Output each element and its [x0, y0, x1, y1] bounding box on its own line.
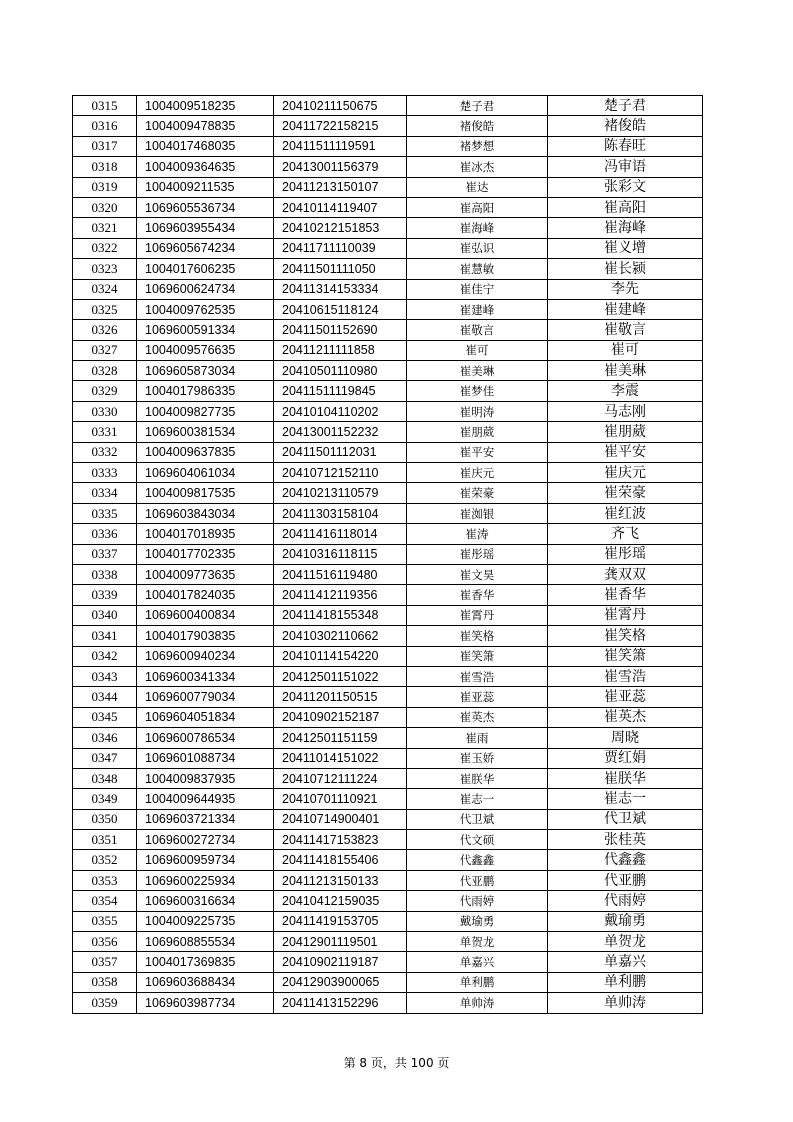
- code-a-cell: 1069600591334: [137, 320, 274, 340]
- name-cell: 褚俊皓: [407, 116, 548, 136]
- name-alt-cell: 崔香华: [548, 585, 703, 605]
- code-b-cell: 20412501151159: [274, 728, 407, 748]
- seq-cell: 0338: [73, 564, 137, 584]
- table-row: [73, 646, 703, 666]
- code-a-cell: 1069601088734: [137, 748, 274, 768]
- name-alt-cell: 龚双双: [548, 564, 703, 584]
- table-row: [73, 259, 703, 279]
- code-a-cell: 1004009576635: [137, 340, 274, 360]
- seq-cell: 0330: [73, 401, 137, 421]
- seq-cell: 0341: [73, 626, 137, 646]
- code-a-cell: 1069605536734: [137, 197, 274, 217]
- name-cell: 崔庆元: [407, 463, 548, 483]
- name-alt-cell: 代鑫鑫: [548, 850, 703, 870]
- name-cell: 崔慧敏: [407, 259, 548, 279]
- code-b-cell: 20410712152110: [274, 463, 407, 483]
- code-a-cell: 1069603688434: [137, 972, 274, 992]
- name-alt-cell: 李先: [548, 279, 703, 299]
- code-b-cell: 20411213150107: [274, 177, 407, 197]
- name-cell: 崔笑格: [407, 626, 548, 646]
- code-b-cell: 20410114154220: [274, 646, 407, 666]
- seq-cell: 0347: [73, 748, 137, 768]
- table-row: [73, 361, 703, 381]
- code-a-cell: 1004009817535: [137, 483, 274, 503]
- name-cell: 单帅涛: [407, 993, 548, 1013]
- name-alt-cell: 崔朋葳: [548, 422, 703, 442]
- seq-cell: 0358: [73, 972, 137, 992]
- seq-cell: 0356: [73, 932, 137, 952]
- name-alt-cell: 崔海峰: [548, 218, 703, 238]
- seq-cell: 0343: [73, 666, 137, 686]
- seq-cell: 0317: [73, 136, 137, 156]
- table-row: [73, 911, 703, 931]
- table-row: [73, 789, 703, 809]
- seq-cell: 0345: [73, 707, 137, 727]
- name-alt-cell: 周晓: [548, 728, 703, 748]
- code-a-cell: 1004009364635: [137, 157, 274, 177]
- code-a-cell: 1069600624734: [137, 279, 274, 299]
- name-alt-cell: 崔红波: [548, 503, 703, 523]
- table-row: [73, 320, 703, 340]
- code-b-cell: 20410701110921: [274, 789, 407, 809]
- name-alt-cell: 张彩文: [548, 177, 703, 197]
- code-b-cell: 20413001152232: [274, 422, 407, 442]
- seq-cell: 0336: [73, 524, 137, 544]
- code-b-cell: 20410212151853: [274, 218, 407, 238]
- name-cell: 崔霄丹: [407, 605, 548, 625]
- name-cell: 崔荣豪: [407, 483, 548, 503]
- name-alt-cell: 崔长颍: [548, 259, 703, 279]
- table-row: [73, 972, 703, 992]
- name-alt-cell: 单帅涛: [548, 993, 703, 1013]
- code-b-cell: 20410712111224: [274, 768, 407, 788]
- name-cell: 褚梦想: [407, 136, 548, 156]
- code-b-cell: 20410714900401: [274, 809, 407, 829]
- name-alt-cell: 代雨婷: [548, 891, 703, 911]
- code-a-cell: 1004009211535: [137, 177, 274, 197]
- name-alt-cell: 贾红娟: [548, 748, 703, 768]
- code-b-cell: 20410211150675: [274, 96, 407, 116]
- code-b-cell: 20411201150515: [274, 687, 407, 707]
- table-row: [73, 136, 703, 156]
- name-cell: 崔英杰: [407, 707, 548, 727]
- seq-cell: 0316: [73, 116, 137, 136]
- code-a-cell: 1069600341334: [137, 666, 274, 686]
- table-row: [73, 422, 703, 442]
- code-a-cell: 1004017903835: [137, 626, 274, 646]
- seq-cell: 0337: [73, 544, 137, 564]
- name-alt-cell: 楚子君: [548, 96, 703, 116]
- name-alt-cell: 崔建峰: [548, 299, 703, 319]
- table-row: [73, 544, 703, 564]
- code-a-cell: 1069600959734: [137, 850, 274, 870]
- code-a-cell: 1004009773635: [137, 564, 274, 584]
- seq-cell: 0315: [73, 96, 137, 116]
- name-alt-cell: 代卫斌: [548, 809, 703, 829]
- name-cell: 崔彤瑶: [407, 544, 548, 564]
- seq-cell: 0318: [73, 157, 137, 177]
- table-row: [73, 768, 703, 788]
- code-a-cell: 1004009637835: [137, 442, 274, 462]
- seq-cell: 0340: [73, 605, 137, 625]
- name-cell: 代卫斌: [407, 809, 548, 829]
- table-row: [73, 503, 703, 523]
- code-a-cell: 1069600272734: [137, 830, 274, 850]
- name-alt-cell: 崔笑格: [548, 626, 703, 646]
- code-b-cell: 20411014151022: [274, 748, 407, 768]
- table-row: [73, 952, 703, 972]
- code-a-cell: 1069600225934: [137, 870, 274, 890]
- code-a-cell: 1004009518235: [137, 96, 274, 116]
- code-a-cell: 1004017468035: [137, 136, 274, 156]
- table-row: [73, 116, 703, 136]
- seq-cell: 0332: [73, 442, 137, 462]
- name-cell: 崔玉娇: [407, 748, 548, 768]
- name-alt-cell: 崔笑箫: [548, 646, 703, 666]
- name-alt-cell: 崔可: [548, 340, 703, 360]
- name-cell: 崔文昊: [407, 564, 548, 584]
- code-a-cell: 1069603843034: [137, 503, 274, 523]
- name-cell: 崔冰杰: [407, 157, 548, 177]
- code-b-cell: 20411213150133: [274, 870, 407, 890]
- name-cell: 崔亚蕊: [407, 687, 548, 707]
- table-row: [73, 299, 703, 319]
- name-alt-cell: 崔庆元: [548, 463, 703, 483]
- name-alt-cell: 戴瑜勇: [548, 911, 703, 931]
- name-cell: 代鑫鑫: [407, 850, 548, 870]
- code-a-cell: 1004009837935: [137, 768, 274, 788]
- name-alt-cell: 崔敬言: [548, 320, 703, 340]
- name-cell: 崔佳宁: [407, 279, 548, 299]
- name-cell: 单贺龙: [407, 932, 548, 952]
- name-alt-cell: 崔彤瑶: [548, 544, 703, 564]
- seq-cell: 0348: [73, 768, 137, 788]
- code-a-cell: 1004009225735: [137, 911, 274, 931]
- seq-cell: 0334: [73, 483, 137, 503]
- roster-table-body: [73, 96, 703, 1014]
- name-alt-cell: 崔志一: [548, 789, 703, 809]
- name-cell: 崔高阳: [407, 197, 548, 217]
- code-a-cell: 1069600786534: [137, 728, 274, 748]
- code-a-cell: 1004009644935: [137, 789, 274, 809]
- table-row: [73, 177, 703, 197]
- code-a-cell: 1004017369835: [137, 952, 274, 972]
- code-b-cell: 20412901119501: [274, 932, 407, 952]
- code-b-cell: 20411419153705: [274, 911, 407, 931]
- table-row: [73, 605, 703, 625]
- name-alt-cell: 崔义增: [548, 238, 703, 258]
- seq-cell: 0323: [73, 259, 137, 279]
- page-footer: 第 8 页，共 100 页: [343, 1056, 450, 1070]
- name-alt-cell: 李震: [548, 381, 703, 401]
- code-b-cell: 20410316118115: [274, 544, 407, 564]
- code-b-cell: 20411501111050: [274, 259, 407, 279]
- name-cell: 崔朋葳: [407, 422, 548, 442]
- code-b-cell: 20411501152690: [274, 320, 407, 340]
- name-cell: 崔弘识: [407, 238, 548, 258]
- table-row: [73, 850, 703, 870]
- name-cell: 崔敬言: [407, 320, 548, 340]
- code-a-cell: 1004017018935: [137, 524, 274, 544]
- code-b-cell: 20410902119187: [274, 952, 407, 972]
- table-row: [73, 157, 703, 177]
- code-a-cell: 1069600316634: [137, 891, 274, 911]
- name-alt-cell: 代亚鹏: [548, 870, 703, 890]
- table-row: [73, 809, 703, 829]
- code-b-cell: 20410501110980: [274, 361, 407, 381]
- code-a-cell: 1004017824035: [137, 585, 274, 605]
- code-b-cell: 20411303158104: [274, 503, 407, 523]
- code-a-cell: 1004009762535: [137, 299, 274, 319]
- seq-cell: 0319: [73, 177, 137, 197]
- seq-cell: 0333: [73, 463, 137, 483]
- name-cell: 单利鹏: [407, 972, 548, 992]
- name-cell: 崔洳银: [407, 503, 548, 523]
- code-b-cell: 20411412119356: [274, 585, 407, 605]
- name-alt-cell: 崔高阳: [548, 197, 703, 217]
- table-row: [73, 524, 703, 544]
- seq-cell: 0352: [73, 850, 137, 870]
- seq-cell: 0326: [73, 320, 137, 340]
- table-row: [73, 993, 703, 1013]
- seq-cell: 0359: [73, 993, 137, 1013]
- code-a-cell: 1004009478835: [137, 116, 274, 136]
- code-b-cell: 20411418155406: [274, 850, 407, 870]
- table-row: [73, 483, 703, 503]
- code-b-cell: 20411511119591: [274, 136, 407, 156]
- name-alt-cell: 单贺龙: [548, 932, 703, 952]
- name-alt-cell: 齐飞: [548, 524, 703, 544]
- table-row: [73, 197, 703, 217]
- code-b-cell: 20411722158215: [274, 116, 407, 136]
- seq-cell: 0357: [73, 952, 137, 972]
- table-row: [73, 442, 703, 462]
- code-a-cell: 1069604061034: [137, 463, 274, 483]
- name-cell: 崔梦佳: [407, 381, 548, 401]
- code-a-cell: 1069604051834: [137, 707, 274, 727]
- seq-cell: 0353: [73, 870, 137, 890]
- code-b-cell: 20412501151022: [274, 666, 407, 686]
- code-b-cell: 20410104110202: [274, 401, 407, 421]
- seq-cell: 0354: [73, 891, 137, 911]
- name-cell: 崔美琳: [407, 361, 548, 381]
- seq-cell: 0335: [73, 503, 137, 523]
- name-alt-cell: 张桂英: [548, 830, 703, 850]
- seq-cell: 0349: [73, 789, 137, 809]
- code-b-cell: 20411314153334: [274, 279, 407, 299]
- seq-cell: 0321: [73, 218, 137, 238]
- name-alt-cell: 单嘉兴: [548, 952, 703, 972]
- seq-cell: 0344: [73, 687, 137, 707]
- code-a-cell: 1069603987734: [137, 993, 274, 1013]
- name-alt-cell: 陈春旺: [548, 136, 703, 156]
- table-row: [73, 564, 703, 584]
- seq-cell: 0325: [73, 299, 137, 319]
- name-cell: 崔雨: [407, 728, 548, 748]
- name-cell: 崔涛: [407, 524, 548, 544]
- name-alt-cell: 崔荣豪: [548, 483, 703, 503]
- table-row: [73, 748, 703, 768]
- code-a-cell: 1069603955434: [137, 218, 274, 238]
- seq-cell: 0331: [73, 422, 137, 442]
- seq-cell: 0320: [73, 197, 137, 217]
- table-row: [73, 932, 703, 952]
- code-b-cell: 20412903900065: [274, 972, 407, 992]
- code-a-cell: 1069608855534: [137, 932, 274, 952]
- name-cell: 崔平安: [407, 442, 548, 462]
- table-row: [73, 381, 703, 401]
- name-alt-cell: 马志刚: [548, 401, 703, 421]
- code-b-cell: 20411417153823: [274, 830, 407, 850]
- name-cell: 单嘉兴: [407, 952, 548, 972]
- name-cell: 代亚鹏: [407, 870, 548, 890]
- code-a-cell: 1069600940234: [137, 646, 274, 666]
- seq-cell: 0346: [73, 728, 137, 748]
- code-a-cell: 1069600779034: [137, 687, 274, 707]
- code-b-cell: 20410412159035: [274, 891, 407, 911]
- name-alt-cell: 崔霄丹: [548, 605, 703, 625]
- name-cell: 崔志一: [407, 789, 548, 809]
- seq-cell: 0329: [73, 381, 137, 401]
- name-alt-cell: 崔朕华: [548, 768, 703, 788]
- code-a-cell: 1004017986335: [137, 381, 274, 401]
- name-cell: 崔建峰: [407, 299, 548, 319]
- name-cell: 崔达: [407, 177, 548, 197]
- table-row: [73, 626, 703, 646]
- roster-table: [72, 95, 703, 1014]
- table-row: [73, 279, 703, 299]
- code-b-cell: 20410114119407: [274, 197, 407, 217]
- code-a-cell: 1069600381534: [137, 422, 274, 442]
- seq-cell: 0328: [73, 361, 137, 381]
- name-alt-cell: 崔雪浩: [548, 666, 703, 686]
- table-row: [73, 585, 703, 605]
- code-b-cell: 20411418155348: [274, 605, 407, 625]
- seq-cell: 0327: [73, 340, 137, 360]
- code-a-cell: 1004017702335: [137, 544, 274, 564]
- name-cell: 崔香华: [407, 585, 548, 605]
- code-b-cell: 20410302110662: [274, 626, 407, 646]
- name-alt-cell: 崔平安: [548, 442, 703, 462]
- name-cell: 代文硕: [407, 830, 548, 850]
- seq-cell: 0339: [73, 585, 137, 605]
- code-b-cell: 20410902152187: [274, 707, 407, 727]
- table-row: [73, 401, 703, 421]
- name-cell: 戴瑜勇: [407, 911, 548, 931]
- code-b-cell: 20411711110039: [274, 238, 407, 258]
- code-a-cell: 1069605873034: [137, 361, 274, 381]
- table-row: [73, 728, 703, 748]
- table-row: [73, 687, 703, 707]
- code-a-cell: 1004009827735: [137, 401, 274, 421]
- table-row: [73, 96, 703, 116]
- table-row: [73, 830, 703, 850]
- name-cell: 代雨婷: [407, 891, 548, 911]
- name-alt-cell: 冯审语: [548, 157, 703, 177]
- code-b-cell: 20411501112031: [274, 442, 407, 462]
- code-b-cell: 20411413152296: [274, 993, 407, 1013]
- name-alt-cell: 崔亚蕊: [548, 687, 703, 707]
- name-cell: 崔可: [407, 340, 548, 360]
- code-b-cell: 20413001156379: [274, 157, 407, 177]
- name-cell: 楚子君: [407, 96, 548, 116]
- code-a-cell: 1069600400834: [137, 605, 274, 625]
- name-cell: 崔笑箫: [407, 646, 548, 666]
- code-a-cell: 1004017606235: [137, 259, 274, 279]
- table-row: [73, 870, 703, 890]
- code-b-cell: 20411211111858: [274, 340, 407, 360]
- seq-cell: 0350: [73, 809, 137, 829]
- code-b-cell: 20410615118124: [274, 299, 407, 319]
- name-alt-cell: 单利鹏: [548, 972, 703, 992]
- table-row: [73, 238, 703, 258]
- name-alt-cell: 崔英杰: [548, 707, 703, 727]
- name-cell: 崔朕华: [407, 768, 548, 788]
- code-b-cell: 20410213110579: [274, 483, 407, 503]
- name-cell: 崔明涛: [407, 401, 548, 421]
- name-cell: 崔雪浩: [407, 666, 548, 686]
- table-row: [73, 340, 703, 360]
- table-row: [73, 218, 703, 238]
- seq-cell: 0324: [73, 279, 137, 299]
- code-b-cell: 20411416118014: [274, 524, 407, 544]
- code-a-cell: 1069603721334: [137, 809, 274, 829]
- seq-cell: 0355: [73, 911, 137, 931]
- table-row: [73, 666, 703, 686]
- seq-cell: 0322: [73, 238, 137, 258]
- name-alt-cell: 崔美琳: [548, 361, 703, 381]
- table-row: [73, 891, 703, 911]
- code-b-cell: 20411516119480: [274, 564, 407, 584]
- name-alt-cell: 褚俊皓: [548, 116, 703, 136]
- name-cell: 崔海峰: [407, 218, 548, 238]
- code-b-cell: 20411511119845: [274, 381, 407, 401]
- seq-cell: 0351: [73, 830, 137, 850]
- table-row: [73, 707, 703, 727]
- table-row: [73, 463, 703, 483]
- seq-cell: 0342: [73, 646, 137, 666]
- code-a-cell: 1069605674234: [137, 238, 274, 258]
